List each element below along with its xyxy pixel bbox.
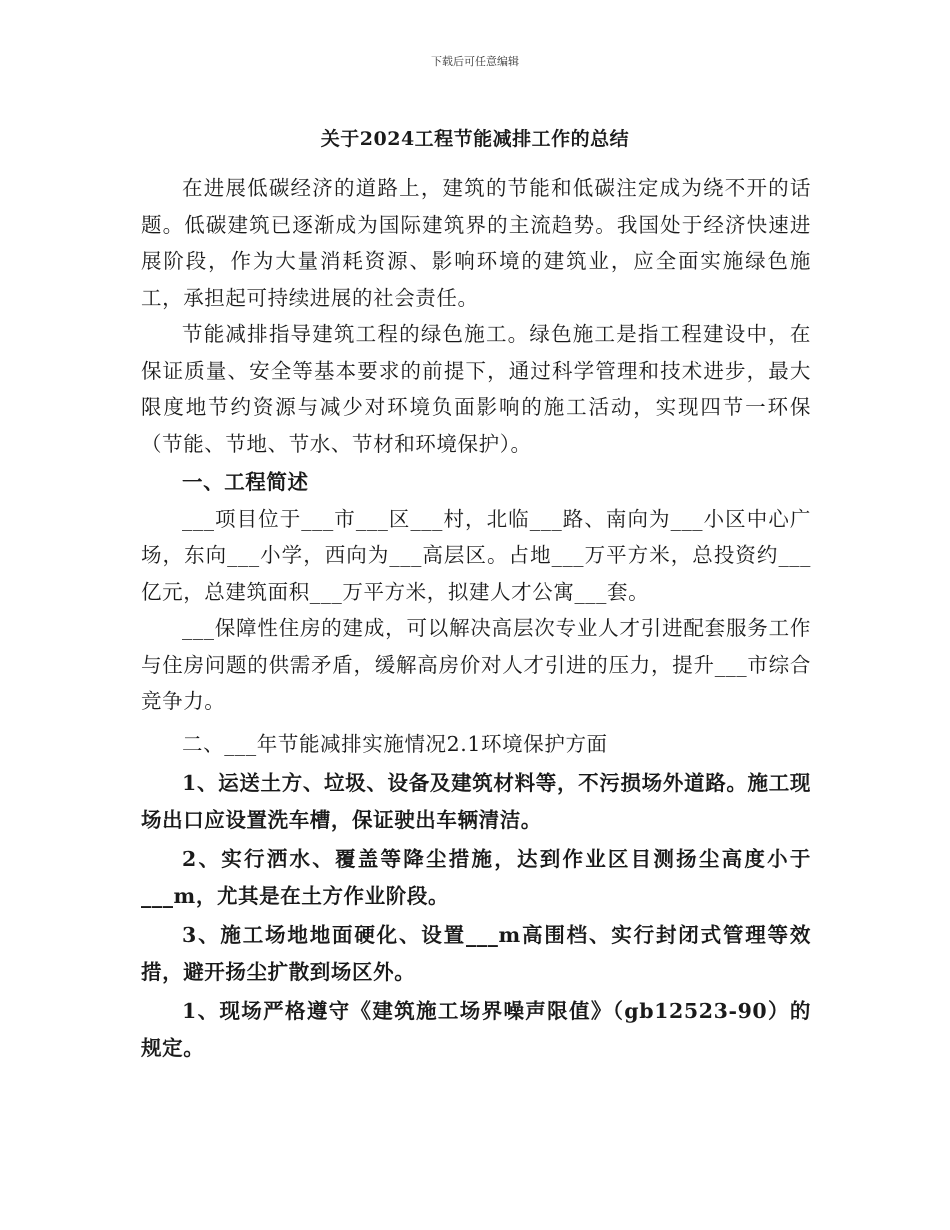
section-1-heading: 一、工程简述 — [182, 470, 309, 494]
section-2-heading: 二、___年节能减排实施情况2.1环境保护方面 — [182, 731, 608, 756]
section-2-item-1: 1、运送土方、垃圾、设备及建筑材料等，不污损场外道路。施工现场出口应设置洗车槽，保证驶出车辆清洁。 — [141, 771, 811, 832]
section-1-paragraph-1: ___项目位于___市___区___村，北临___路、南向为___小区中心广场，东向___小学，西向为___高层区。占地___万平方米，总投资约___亿元，总建筑面积___万平方米，拟建人才公寓___套。 — [141, 506, 811, 604]
section-1-paragraph-2: ___保障性住房的建成，可以解决高层次专业人才引进配套服务工作与住房问题的供需矛盾，缓解高房价对人才引进的压力，提升___市综合竞争力。 — [141, 616, 811, 713]
page-header-note: 下载后可任意编辑 — [431, 55, 519, 68]
section-2-item-2: 2、实行洒水、覆盖等降尘措施，达到作业区目测扬尘高度小于___m，尤其是在土方作业阶段。 — [141, 847, 811, 908]
section-2-item-3: 3、施工场地地面硬化、设置___m高围档、实行封闭式管理等效措，避开扬尘扩散到场区外。 — [141, 923, 811, 984]
section-2-item-4: 1、现场严格遵守《建筑施工场界噪声限值》（gb12523-90）的规定。 — [141, 999, 811, 1060]
intro-paragraph-1: 在进展低碳经济的道路上，建筑的节能和低碳注定成为绕不开的话题。低碳建筑已逐渐成为国际建筑界的主流趋势。我国处于经济快速进展阶段，作为大量消耗资源、影响环境的建筑业，应全面实施绿色施工，承担起可持续进展的社会责任。 — [141, 176, 811, 310]
document-body — [141, 170, 811, 1066]
document-title: 关于2024工程节能减排工作的总结 — [320, 128, 630, 150]
intro-paragraph-2: 节能减排指导建筑工程的绿色施工。绿色施工是指工程建设中，在保证质量、安全等基本要求的前提下，通过科学管理和技术进步，最大限度地节约资源与减少对环境负面影响的施工活动，实现四节一环保（节能、节地、节水、节材和环境保护）。 — [141, 322, 811, 456]
